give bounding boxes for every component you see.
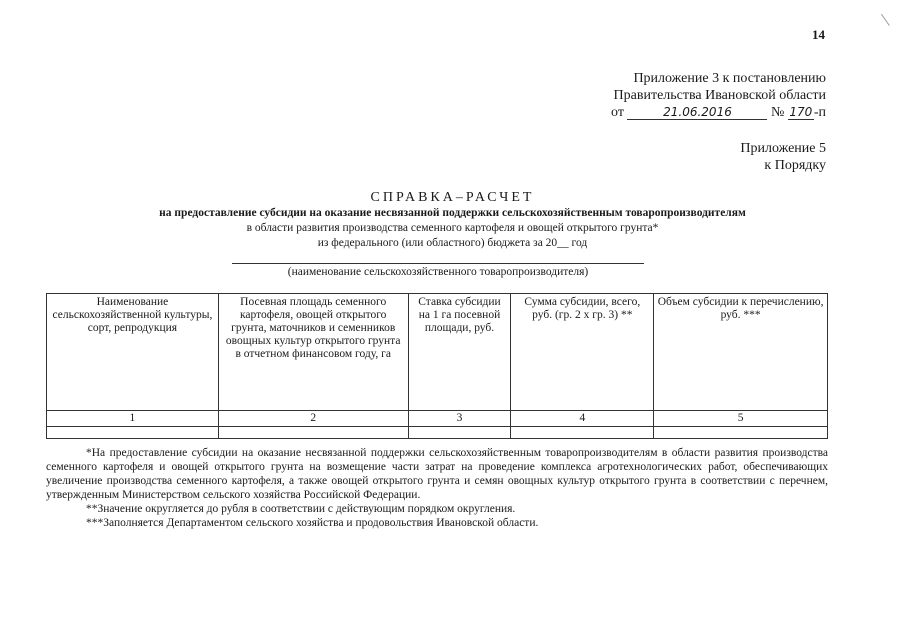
table-header-row xyxy=(47,294,828,411)
number-suffix: -п xyxy=(813,105,826,120)
table-data-row xyxy=(47,427,828,439)
calculation-table xyxy=(46,293,828,439)
col-number: 5 xyxy=(654,411,828,427)
footnote-3: ***Заполняется Департаментом сельского хозяйства и продовольствия Ивановской области. xyxy=(86,517,539,529)
header-area: Посевная площадь семенного картофеля, овощей открытого грунта, маточников и семенников овощных культур открытого грунта в отчетном финансовом году, га xyxy=(218,294,408,411)
subtitle-line-1: на предоставление субсидии на оказание несвязанной поддержки сельскохозяйственным товаропроизводителям xyxy=(159,207,746,219)
number-label: № xyxy=(770,105,785,120)
order-appendix xyxy=(526,140,826,174)
appendix-date-number xyxy=(526,104,826,121)
ot-label: от xyxy=(611,105,624,120)
header-crop: Наименование сельскохозяйственной культуры, сорт, репродукция xyxy=(47,294,219,411)
number-value: 170 xyxy=(789,105,813,119)
table-cell xyxy=(218,427,408,439)
appendix-header xyxy=(526,70,826,121)
table-cell xyxy=(654,427,828,439)
subtitle-line-2: в области развития производства семенного картофеля и овощей открытого грунта* xyxy=(246,222,659,234)
date-value: 21.06.2016 xyxy=(627,105,767,120)
header-rate: Ставка субсидии на 1 га посевной площади, руб. xyxy=(408,294,511,411)
subtitle-line-3: из федерального (или областного) бюджета за 20__ год xyxy=(317,237,588,249)
footnote-2: **Значение округляется до рубля в соответствии с действующим порядком округления. xyxy=(86,503,516,515)
scan-mark xyxy=(881,8,898,26)
footnotes xyxy=(46,446,828,530)
header-volume: Объем субсидии к перечислению, руб. *** xyxy=(654,294,828,411)
col-number: 3 xyxy=(408,411,511,427)
appendix-line-1: Приложение 3 к постановлению xyxy=(633,71,826,86)
document-title: СПРАВКА–РАСЧЕТ xyxy=(370,190,535,205)
page-number: 14 xyxy=(812,27,825,42)
producer-name-line xyxy=(232,263,644,264)
col-number: 4 xyxy=(511,411,654,427)
col-number: 1 xyxy=(47,411,219,427)
header-sum: Сумма субсидии, всего, руб. (гр. 2 х гр. 3) ** xyxy=(511,294,654,411)
table-number-row xyxy=(47,411,828,427)
footnote-1: *На предоставление субсидии на оказание несвязанной поддержки сельскохозяйственным товаропроизводителям в области развития производства семенного картофеля и овощей открытого грунта на возмещение части затрат на проведение комплекса агротехнологических работ, обеспечивающих увеличение производства семенного картофеля, а также овощей открытого грунта и семян овощных культур открытого грунта в соответствии с перечнем, утвержденным Министерством сельского хозяйства Российской Федерации. xyxy=(46,447,828,501)
order-appendix-line-2: к Порядку xyxy=(764,158,826,173)
table-cell xyxy=(47,427,219,439)
order-appendix-line-1: Приложение 5 xyxy=(740,141,826,156)
document-subtitle xyxy=(0,206,905,251)
col-number: 2 xyxy=(218,411,408,427)
producer-caption: (наименование сельскохозяйственного товаропроизводителя) xyxy=(287,266,589,278)
appendix-line-2: Правительства Ивановской области xyxy=(613,88,826,103)
table-cell xyxy=(511,427,654,439)
table-cell xyxy=(408,427,511,439)
